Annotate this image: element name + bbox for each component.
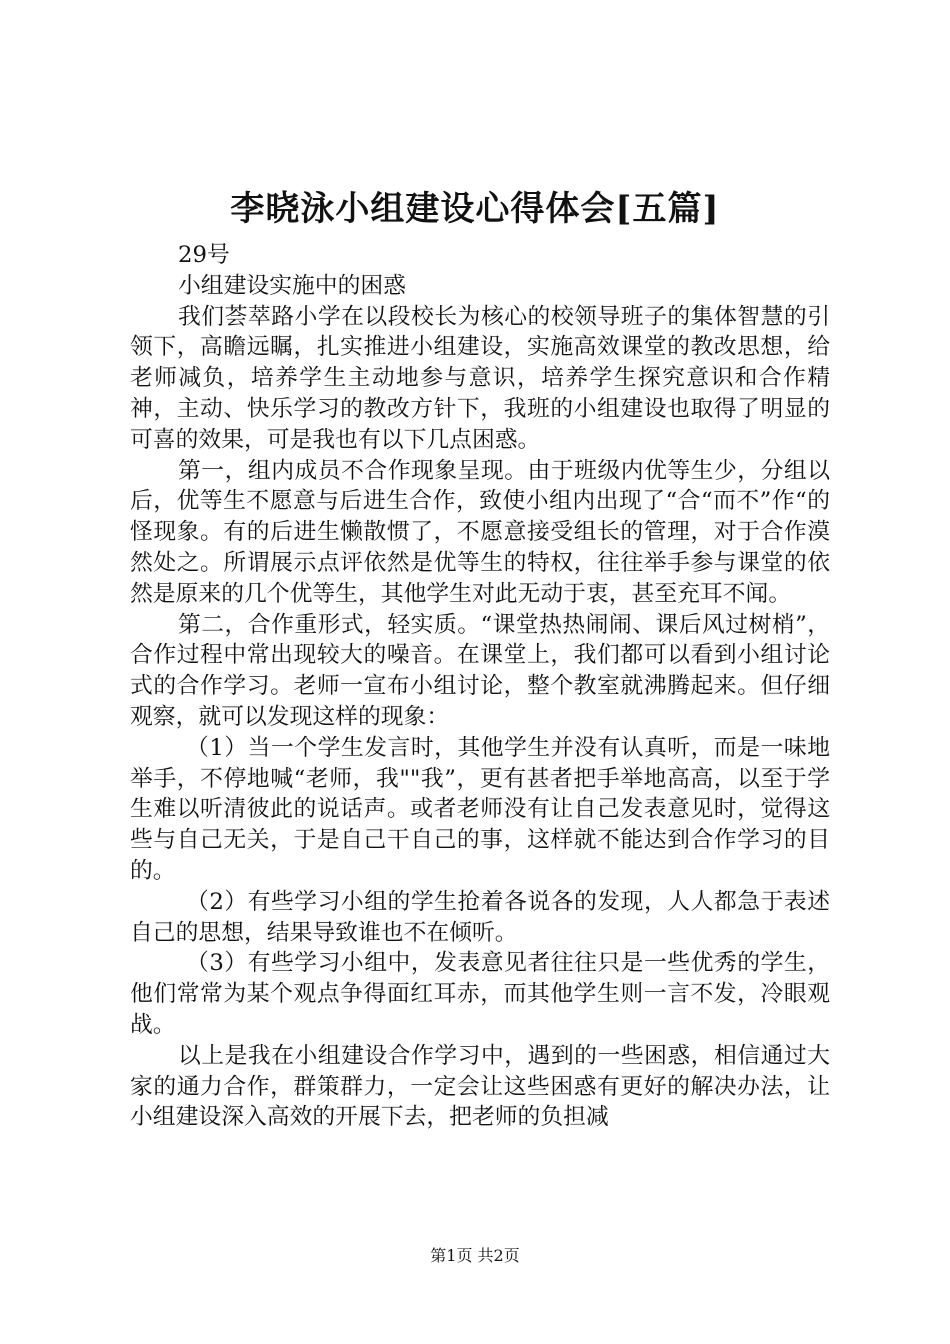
list-item-3: （3）有些学习小组中，发表意见者往往只是一些优秀的学生，他们常常为某个观点争得面红耳赤，而其他学生则一言不发，冷眼观战。 [130,950,830,1038]
paragraph-first-point: 第一，组内成员不合作现象呈现。由于班级内优等生少，分组以后，优等生不愿意与后进生合作，致使小组内出现了“合“而不”作“的怪现象。有的后进生懒散惯了，不愿意接受组长的管理，对于合作漠然处之。所谓展示点评依然是优等生的特权，往往举手参与课堂的依然是原来的几个优等生，其他学生对此无动于衷，甚至充耳不闻。 [130,457,830,607]
document-body [130,240,830,1133]
paragraph-second-point: 第二，合作重形式，轻实质。“课堂热热闹闹、课后风过树梢”，合作过程中常出现较大的噪音。在课堂上，我们都可以看到小组讨论式的合作学习。老师一宣布小组讨论，整个教室就沸腾起来。但仔细观察，就可以发现这样的现象： [130,611,830,730]
document-title: 李晓泳小组建设心得体会[五篇] [230,189,720,229]
list-item-2: （2）有些学习小组的学生抢着各说各的发现，人人都急于表述自己的思想，结果导致谁也不在倾听。 [130,888,830,946]
page-footer: 第1页 共2页 [430,1246,520,1265]
paragraph-intro: 我们荟萃路小学在以段校长为核心的校领导班子的集体智慧的引领下，高瞻远瞩，扎实推进小组建设，实施高效课堂的教改思想，给老师减负，培养学生主动地参与意识，培养学生探究意识和合作精神，主动、快乐学习的教改方针下，我班的小组建设也取得了明显的可喜的效果，可是我也有以下几点困惑。 [130,303,830,453]
section-heading: 小组建设实施中的困惑 [178,272,406,299]
list-item-1: （1）当一个学生发言时，其他学生并没有认真听，而是一味地举手，不停地喊“老师，我""我”，更有甚者把手举地高高，以至于学生难以听清彼此的说话声。或者老师没有让自己发表意见时，觉得这些与自己无关，于是自己干自己的事，这样就不能达到合作学习的目的。 [130,734,830,884]
paragraph-conclusion: 以上是我在小组建设合作学习中，遇到的一些困惑，相信通过大家的通力合作，群策群力，一定会让这些困惑有更好的解决办法，让小组建设深入高效的开展下去，把老师的负担减 [130,1042,830,1131]
date-line: 29号 [178,242,230,268]
